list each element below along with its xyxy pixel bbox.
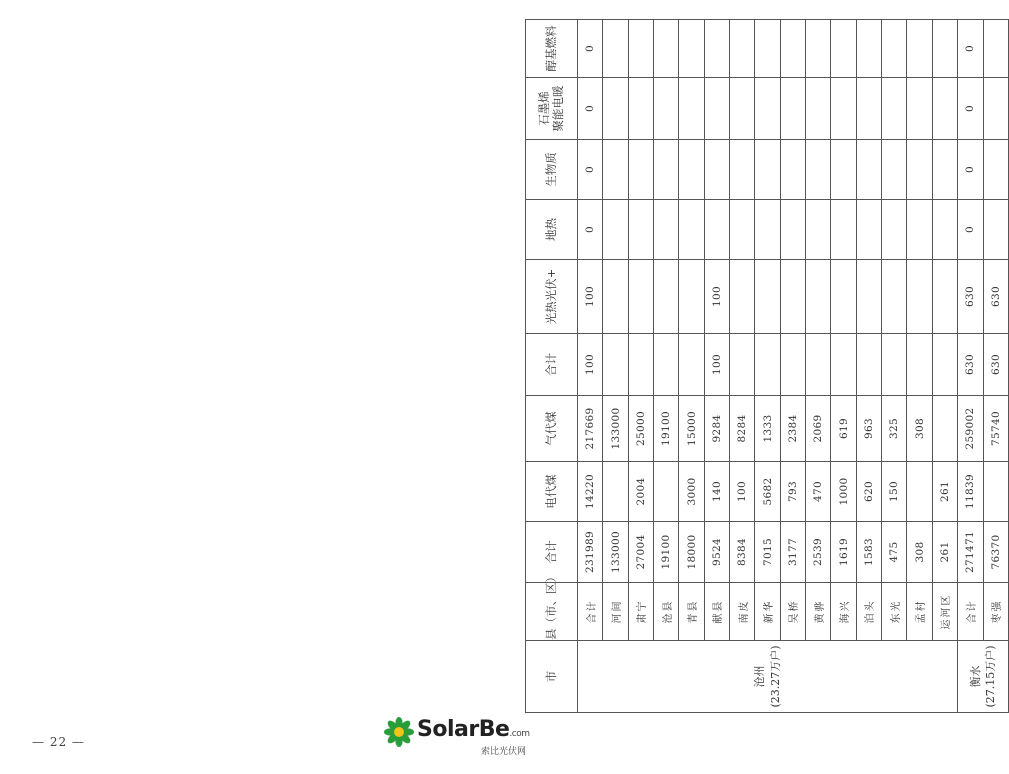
renew-cell xyxy=(730,334,755,396)
gas-cell: 217669 xyxy=(578,396,603,462)
elec-cell: 100 xyxy=(730,462,755,522)
solar-cell: 100 xyxy=(578,260,603,334)
solar-cell xyxy=(755,260,780,334)
solar-cell xyxy=(806,260,831,334)
gas-cell: 325 xyxy=(882,396,907,462)
geo-cell xyxy=(806,200,831,260)
county-cell: 孟村 xyxy=(907,583,932,641)
renew-cell xyxy=(780,334,805,396)
table-row xyxy=(628,20,653,713)
gas-cell xyxy=(932,396,957,462)
total-cell: 2539 xyxy=(806,522,831,583)
county-cell: 新华 xyxy=(755,583,780,641)
alcohol-cell xyxy=(654,20,679,78)
table-row xyxy=(932,20,957,713)
elec-cell: 11839 xyxy=(958,462,983,522)
gas-cell: 133000 xyxy=(603,396,628,462)
elec-cell: 470 xyxy=(806,462,831,522)
county-cell: 泊头 xyxy=(856,583,881,641)
gas-cell: 2384 xyxy=(780,396,805,462)
geo-cell xyxy=(628,200,653,260)
geo-cell xyxy=(755,200,780,260)
county-cell: 南皮 xyxy=(730,583,755,641)
graphene-cell xyxy=(882,78,907,140)
solar-cell xyxy=(654,260,679,334)
table-body xyxy=(578,20,1009,713)
renew-cell: 100 xyxy=(704,334,729,396)
solar-cell xyxy=(628,260,653,334)
solar-cell xyxy=(831,260,856,334)
alcohol-cell: 0 xyxy=(958,20,983,78)
table-row xyxy=(780,20,805,713)
elec-cell: 1000 xyxy=(831,462,856,522)
graphene-cell: 0 xyxy=(578,78,603,140)
alcohol-cell xyxy=(882,20,907,78)
graphene-cell xyxy=(983,78,1009,140)
bio-cell xyxy=(983,140,1009,200)
alcohol-cell xyxy=(831,20,856,78)
county-cell: 青县 xyxy=(679,583,704,641)
heating-statistics-table xyxy=(525,19,1009,713)
graphene-cell: 0 xyxy=(958,78,983,140)
bio-cell xyxy=(755,140,780,200)
county-cell: 沧县 xyxy=(654,583,679,641)
alcohol-cell xyxy=(856,20,881,78)
bio-cell: 0 xyxy=(958,140,983,200)
bio-cell xyxy=(856,140,881,200)
table-row xyxy=(679,20,704,713)
sunflower-logo-icon xyxy=(383,716,415,748)
city-households: (23.27万户) xyxy=(768,645,782,708)
bio-cell xyxy=(780,140,805,200)
solar-cell: 630 xyxy=(983,260,1009,334)
geo-cell xyxy=(907,200,932,260)
total-cell: 271471 xyxy=(958,522,983,583)
solarbe-watermark xyxy=(383,716,543,756)
solar-cell: 630 xyxy=(958,260,983,334)
solar-cell xyxy=(603,260,628,334)
county-cell: 黄骅 xyxy=(806,583,831,641)
header-graphene: 石墨烯 聚能电暖 xyxy=(526,78,578,140)
graphene-cell xyxy=(932,78,957,140)
header-county: 县（市、区） xyxy=(526,583,578,641)
rotated-table-container xyxy=(525,20,1009,713)
total-cell: 76370 xyxy=(983,522,1009,583)
renew-cell xyxy=(831,334,856,396)
geo-cell xyxy=(882,200,907,260)
brand-subtitle: 索比光伏网 xyxy=(481,747,527,757)
bio-cell: 0 xyxy=(578,140,603,200)
table-row xyxy=(831,20,856,713)
total-cell: 1583 xyxy=(856,522,881,583)
gas-cell: 19100 xyxy=(654,396,679,462)
total-cell: 133000 xyxy=(603,522,628,583)
geo-cell xyxy=(831,200,856,260)
total-cell: 1619 xyxy=(831,522,856,583)
graphene-cell xyxy=(831,78,856,140)
table-row xyxy=(654,20,679,713)
header-biomass: 生物质 xyxy=(526,140,578,200)
county-cell: 枣强 xyxy=(983,583,1009,641)
solar-cell xyxy=(856,260,881,334)
gas-cell: 15000 xyxy=(679,396,704,462)
alcohol-cell xyxy=(679,20,704,78)
renew-cell: 630 xyxy=(958,334,983,396)
brand-name: SolarBe.com xyxy=(417,717,530,742)
alcohol-cell xyxy=(780,20,805,78)
alcohol-cell xyxy=(755,20,780,78)
total-cell: 475 xyxy=(882,522,907,583)
renew-cell xyxy=(755,334,780,396)
table-row xyxy=(755,20,780,713)
gas-cell: 2069 xyxy=(806,396,831,462)
graphene-cell xyxy=(856,78,881,140)
graphene-cell xyxy=(907,78,932,140)
geo-cell xyxy=(654,200,679,260)
gas-cell: 963 xyxy=(856,396,881,462)
table-row xyxy=(983,20,1009,713)
bio-cell xyxy=(628,140,653,200)
alcohol-cell xyxy=(806,20,831,78)
geo-cell xyxy=(603,200,628,260)
solar-cell xyxy=(679,260,704,334)
bio-cell xyxy=(679,140,704,200)
alcohol-cell xyxy=(983,20,1009,78)
renew-cell xyxy=(654,334,679,396)
county-cell: 合计 xyxy=(958,583,983,641)
table-row xyxy=(806,20,831,713)
county-cell: 运河区 xyxy=(932,583,957,641)
county-cell: 合计 xyxy=(578,583,603,641)
city-name: 沧州 xyxy=(753,665,767,688)
table-row xyxy=(578,20,603,713)
elec-cell: 150 xyxy=(882,462,907,522)
county-cell: 献县 xyxy=(704,583,729,641)
total-cell: 27004 xyxy=(628,522,653,583)
solar-cell xyxy=(932,260,957,334)
elec-cell xyxy=(983,462,1009,522)
total-cell: 7015 xyxy=(755,522,780,583)
table-row xyxy=(958,20,983,713)
bio-cell xyxy=(932,140,957,200)
elec-cell: 140 xyxy=(704,462,729,522)
county-cell: 东光 xyxy=(882,583,907,641)
alcohol-cell xyxy=(730,20,755,78)
city-name: 衡水 xyxy=(968,665,982,688)
gas-cell: 75740 xyxy=(983,396,1009,462)
renew-cell xyxy=(806,334,831,396)
renew-cell xyxy=(603,334,628,396)
header-gas-for-coal: 气代煤 xyxy=(526,396,578,462)
geo-cell: 0 xyxy=(578,200,603,260)
page-number: — 22 — xyxy=(32,735,85,749)
total-cell: 308 xyxy=(907,522,932,583)
renew-cell: 100 xyxy=(578,334,603,396)
city-cell xyxy=(958,641,1009,713)
solar-cell xyxy=(882,260,907,334)
header-geothermal: 地热 xyxy=(526,200,578,260)
geo-cell xyxy=(983,200,1009,260)
header-solar: 光热光伏+ xyxy=(526,260,578,334)
graphene-cell xyxy=(806,78,831,140)
alcohol-cell xyxy=(907,20,932,78)
renew-cell xyxy=(932,334,957,396)
graphene-cell xyxy=(755,78,780,140)
solar-cell xyxy=(780,260,805,334)
header-row xyxy=(526,20,578,713)
alcohol-cell xyxy=(932,20,957,78)
bio-cell xyxy=(730,140,755,200)
graphene-cell xyxy=(730,78,755,140)
city-cell xyxy=(578,641,958,713)
solar-cell: 100 xyxy=(704,260,729,334)
graphene-cell xyxy=(679,78,704,140)
graphene-cell xyxy=(603,78,628,140)
gas-cell: 308 xyxy=(907,396,932,462)
geo-cell xyxy=(780,200,805,260)
graphene-cell xyxy=(704,78,729,140)
renew-cell xyxy=(628,334,653,396)
alcohol-cell xyxy=(704,20,729,78)
header-elec-for-coal: 电代煤 xyxy=(526,462,578,522)
header-renew-total: 合计 xyxy=(526,334,578,396)
gas-cell: 8284 xyxy=(730,396,755,462)
renew-cell: 630 xyxy=(983,334,1009,396)
solar-cell xyxy=(907,260,932,334)
total-cell: 261 xyxy=(932,522,957,583)
graphene-cell xyxy=(628,78,653,140)
solar-cell xyxy=(730,260,755,334)
table-row xyxy=(907,20,932,713)
elec-cell: 793 xyxy=(780,462,805,522)
elec-cell: 620 xyxy=(856,462,881,522)
geo-cell xyxy=(856,200,881,260)
geo-cell xyxy=(932,200,957,260)
renew-cell xyxy=(856,334,881,396)
alcohol-cell xyxy=(603,20,628,78)
gas-cell: 9284 xyxy=(704,396,729,462)
geo-cell xyxy=(679,200,704,260)
bio-cell xyxy=(704,140,729,200)
county-cell: 海兴 xyxy=(831,583,856,641)
header-alcohol-fuel: 醇基燃料 xyxy=(526,20,578,78)
header-city: 市 xyxy=(526,641,578,713)
header-total: 合计 xyxy=(526,522,578,583)
gas-cell: 1333 xyxy=(755,396,780,462)
bio-cell xyxy=(831,140,856,200)
geo-cell xyxy=(704,200,729,260)
graphene-cell xyxy=(780,78,805,140)
total-cell: 19100 xyxy=(654,522,679,583)
gas-cell: 259002 xyxy=(958,396,983,462)
gas-cell: 25000 xyxy=(628,396,653,462)
elec-cell xyxy=(654,462,679,522)
bio-cell xyxy=(907,140,932,200)
table-row xyxy=(856,20,881,713)
table-row xyxy=(704,20,729,713)
graphene-cell xyxy=(654,78,679,140)
elec-cell xyxy=(603,462,628,522)
geo-cell: 0 xyxy=(958,200,983,260)
renew-cell xyxy=(679,334,704,396)
table-row xyxy=(730,20,755,713)
bio-cell xyxy=(882,140,907,200)
elec-cell: 261 xyxy=(932,462,957,522)
bio-cell xyxy=(654,140,679,200)
total-cell: 8384 xyxy=(730,522,755,583)
elec-cell xyxy=(907,462,932,522)
alcohol-cell: 0 xyxy=(578,20,603,78)
total-cell: 231989 xyxy=(578,522,603,583)
county-cell: 吴桥 xyxy=(780,583,805,641)
table-row xyxy=(603,20,628,713)
bio-cell xyxy=(603,140,628,200)
elec-cell: 14220 xyxy=(578,462,603,522)
renew-cell xyxy=(882,334,907,396)
total-cell: 3177 xyxy=(780,522,805,583)
bio-cell xyxy=(806,140,831,200)
alcohol-cell xyxy=(628,20,653,78)
geo-cell xyxy=(730,200,755,260)
renew-cell xyxy=(907,334,932,396)
total-cell: 18000 xyxy=(679,522,704,583)
elec-cell: 5682 xyxy=(755,462,780,522)
county-cell: 肃宁 xyxy=(628,583,653,641)
city-households: (27.15万户) xyxy=(984,645,998,708)
gas-cell: 619 xyxy=(831,396,856,462)
table-row xyxy=(882,20,907,713)
elec-cell: 3000 xyxy=(679,462,704,522)
total-cell: 9524 xyxy=(704,522,729,583)
county-cell: 河间 xyxy=(603,583,628,641)
elec-cell: 2004 xyxy=(628,462,653,522)
